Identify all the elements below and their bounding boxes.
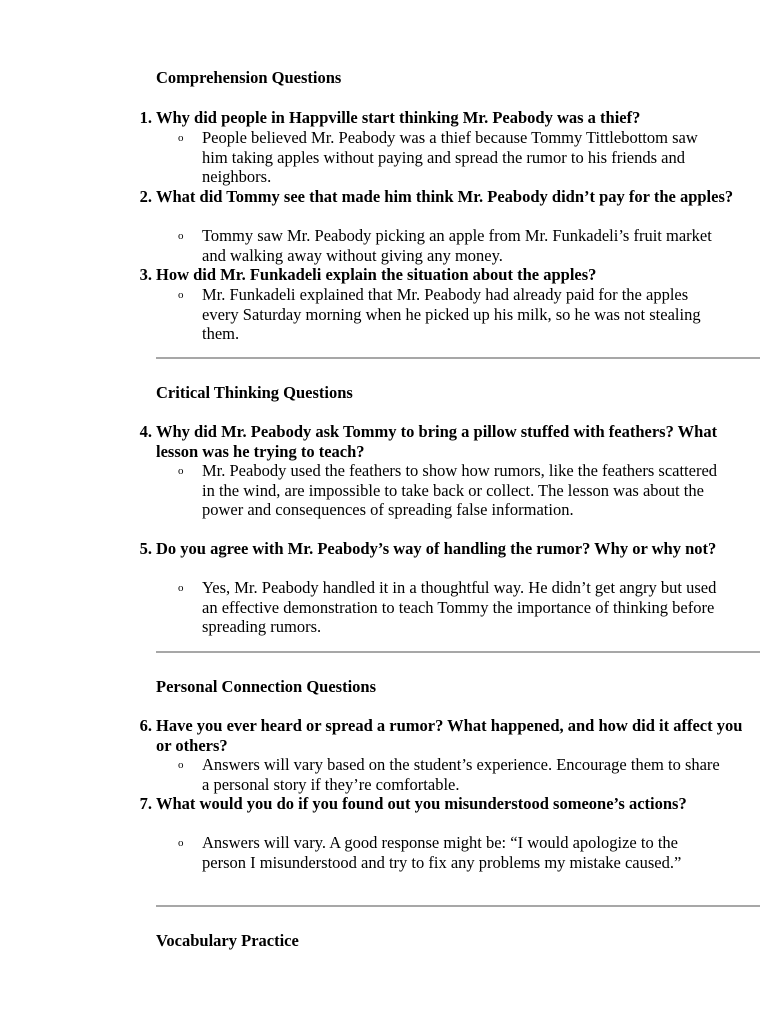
question-number: 1. [139,108,152,127]
bullet-icon: o [178,759,184,771]
answer-1 [178,128,722,187]
section-heading-personal-connection: Personal Connection Questions [156,677,377,696]
answer-text: Mr. Funkadeli explained that Mr. Peabody had already paid for the apples every Saturday morning when he picked up his milk, so he was not stealing them. [202,285,701,344]
question-5 [139,539,756,559]
answer-text: Tommy saw Mr. Peabody picking an apple from Mr. Funkadeli’s fruit market and walking away without giving any money. [202,226,712,265]
question-number: 3. [139,265,152,284]
answer-7 [178,833,722,872]
question-number: 4. [139,422,152,441]
bullet-icon: o [178,132,184,144]
question-text: Do you agree with Mr. Peabody’s way of handling the rumor? Why or why not? [156,539,717,558]
section-divider [156,905,760,907]
section-heading-critical-thinking: Critical Thinking Questions [156,383,353,402]
question-text: Have you ever heard or spread a rumor? What happened, and how did it affect you or others? [156,716,743,755]
question-text: How did Mr. Funkadeli explain the situation about the apples? [156,265,597,284]
answer-text: People believed Mr. Peabody was a thief because Tommy Tittlebottom saw him taking apples without paying and spread the rumor to his friends and neighbors. [202,128,698,187]
answer-5 [178,578,722,637]
answer-4 [178,461,722,520]
bullet-icon: o [178,837,184,849]
question-2 [139,187,756,207]
answer-3 [178,285,722,344]
question-3 [139,265,756,285]
section-heading-comprehension: Comprehension Questions [156,68,342,87]
question-text: What did Tommy see that made him think Mr. Peabody didn’t pay for the apples? [156,187,734,206]
section-heading-vocabulary: Vocabulary Practice [156,931,299,950]
answer-2 [178,226,722,265]
question-number: 2. [139,187,152,206]
bullet-icon: o [178,465,184,477]
bullet-icon: o [178,289,184,301]
question-number: 6. [139,716,152,735]
question-text: Why did people in Happville start thinking Mr. Peabody was a thief? [156,108,641,127]
answer-text: Mr. Peabody used the feathers to show how rumors, like the feathers scattered in the wind, are impossible to take back or collect. The lesson was about the power and consequences of spreading false information. [202,461,718,520]
question-text: What would you do if you found out you misunderstood someone’s actions? [156,794,687,813]
question-number: 5. [139,539,152,558]
answer-text: Answers will vary. A good response might be: “I would apologize to the person I misunderstood and try to fix any problems my mistake caused.” [202,833,682,872]
bullet-icon: o [178,582,184,594]
question-4 [139,422,756,461]
answer-text: Yes, Mr. Peabody handled it in a thoughtful way. He didn’t get angry but used an effective demonstration to teach Tommy the importance of thinking before spreading rumors. [202,578,717,637]
question-6 [139,716,756,755]
question-text: Why did Mr. Peabody ask Tommy to bring a pillow stuffed with feathers? What lesson was he trying to teach? [156,422,718,461]
answer-text: Answers will vary based on the student’s experience. Encourage them to share a personal story if they’re comfortable. [202,755,720,794]
question-7 [139,794,756,814]
question-number: 7. [139,794,152,813]
question-1 [139,108,756,128]
section-divider [156,357,760,359]
answer-6 [178,755,722,794]
section-divider [156,651,760,653]
bullet-icon: o [178,230,184,242]
